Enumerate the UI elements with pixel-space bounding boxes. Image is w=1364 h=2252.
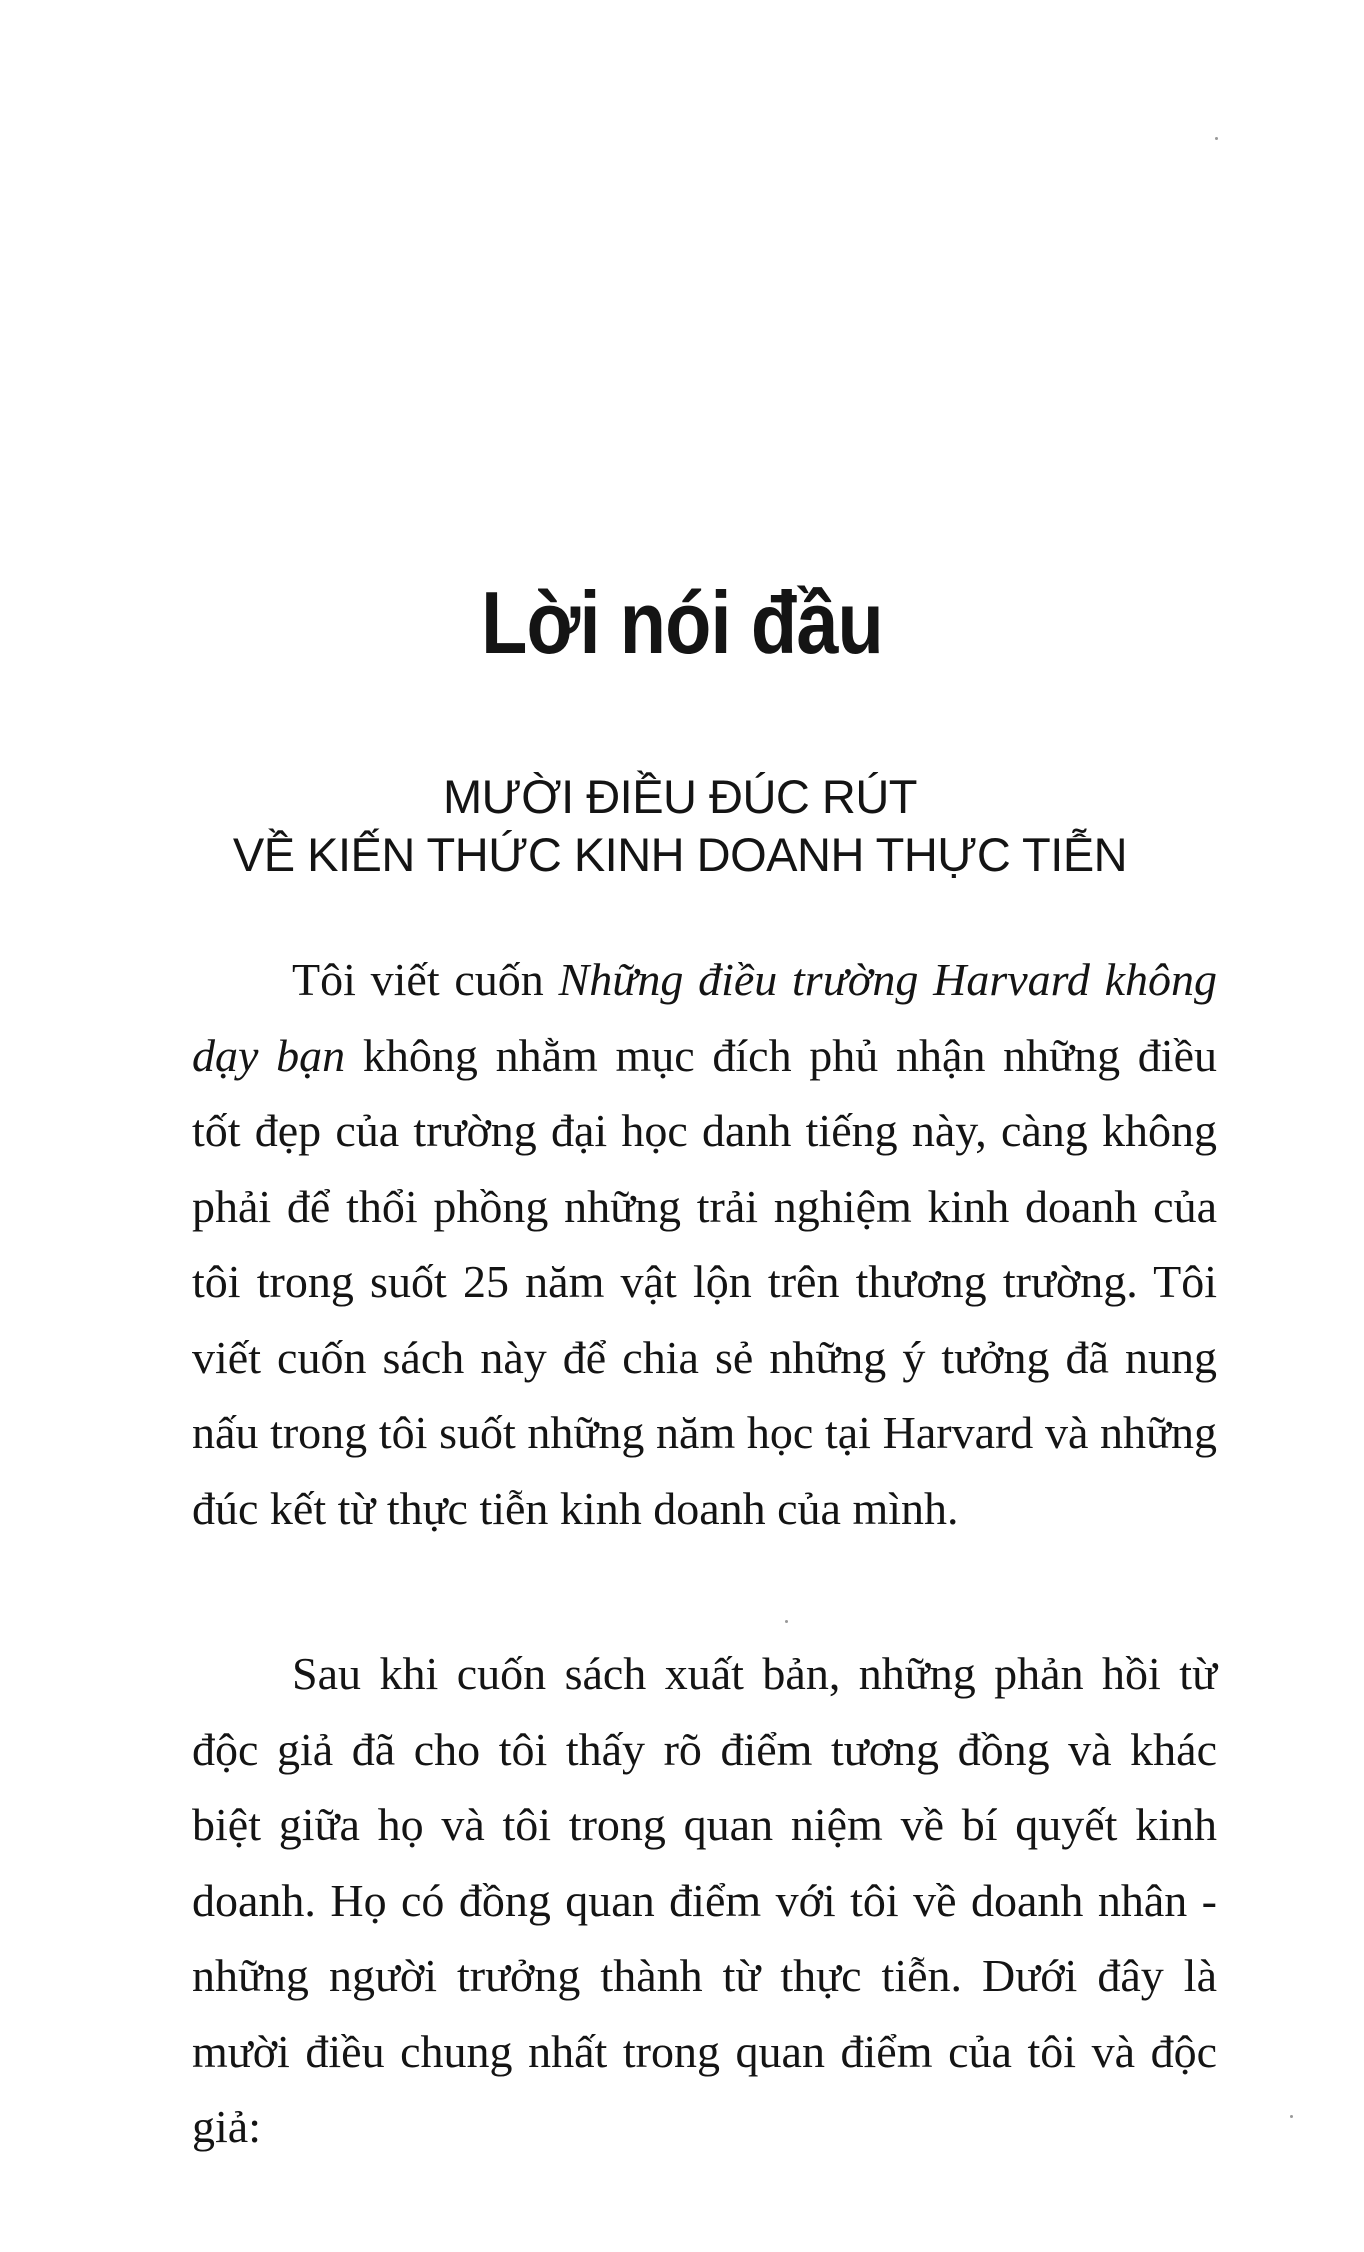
- page-title: Lời nói đầu: [481, 572, 883, 672]
- book-title-italic: Những điều trường Harvard không dạy bạn: [192, 954, 1218, 1081]
- paragraph-2: Sau khi cuốn sách xuất bản, những phản hồi từ độc giả đã cho tôi thấy rõ điểm tương đồng và khác biệt giữa họ và tôi trong quan niệm về bí quyết kinh doanh. Họ có đồng quan điểm với tôi về doanh nhân - những người trưởng thành từ thực tiễn. Dưới đây là mười điều chung nhất trong quan điểm của tôi và độc giả:: [192, 1648, 1217, 2152]
- scan-speck: [1290, 2115, 1293, 2118]
- subtitle-line-1: MƯỜI ĐIỀU ĐÚC RÚT: [442, 770, 918, 823]
- paragraph-1-rest: không nhằm mục đích phủ nhận những điều tốt đẹp của trường đại học danh tiếng này, càng không phải để thổi phồng những trải nghiệm kinh doanh của tôi trong suốt 25 năm vật lộn trên thương trường. Tôi viết cuốn sách này để chia sẻ những ý tưởng đã nung nấu trong tôi suốt những năm học tại Harvard và những đúc kết từ thực tiễn kinh doanh của mình.: [192, 1029, 1218, 1534]
- section-subtitle: [200, 768, 1160, 884]
- subtitle-line-2: VỀ KIẾN THỨC KINH DOANH THỰC TIỄN: [232, 828, 1128, 881]
- scan-speck: [1215, 137, 1218, 140]
- paragraph-1-lead: Tôi viết cuốn: [292, 954, 559, 1005]
- paragraph-1: [192, 942, 1217, 1546]
- scan-speck: [785, 1620, 788, 1623]
